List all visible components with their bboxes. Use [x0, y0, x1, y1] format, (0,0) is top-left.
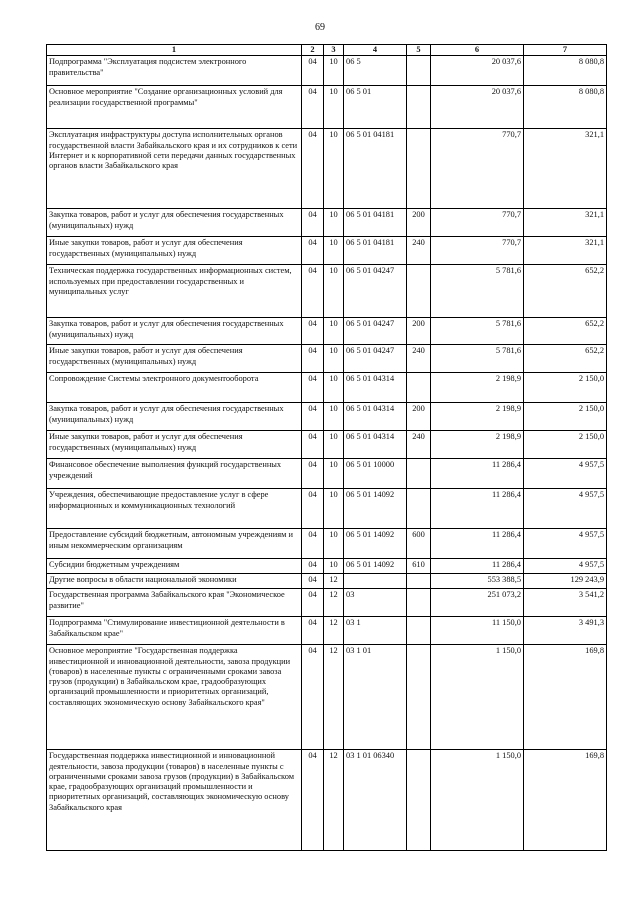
row-name-cell: Эксплуатация инфраструктуры доступа исполнительных органов государственной власти Забайкальского края и их сотрудников к сети Интернет и к корпоративной сети передачи данных государственных органов власти Забайкальского края: [47, 129, 302, 209]
column-number-6: 6: [431, 45, 524, 56]
amount-year2-cell: 321,1: [524, 237, 607, 265]
subsection-code-cell: 12: [324, 589, 344, 617]
amount-year1-cell: 1 150,0: [431, 750, 524, 851]
column-number-1: 1: [47, 45, 302, 56]
amount-year2-cell: 652,2: [524, 345, 607, 373]
amount-year2-cell: 4 957,5: [524, 459, 607, 489]
table-row: [47, 56, 607, 86]
amount-year1-cell: 11 286,4: [431, 529, 524, 559]
target-article-cell: 06 5 01 04314: [344, 431, 407, 459]
table-row: [47, 617, 607, 645]
table-row: [47, 459, 607, 489]
subsection-code-cell: 10: [324, 403, 344, 431]
section-code-cell: 04: [302, 129, 324, 209]
target-article-cell: 03 1 01: [344, 645, 407, 750]
target-article-cell: [344, 574, 407, 589]
amount-year2-cell: 2 150,0: [524, 403, 607, 431]
target-article-cell: 06 5 01 04314: [344, 403, 407, 431]
target-article-cell: 03 1 01 06340: [344, 750, 407, 851]
table-row: [47, 574, 607, 589]
target-article-cell: 06 5 01 04314: [344, 373, 407, 403]
subsection-code-cell: 10: [324, 318, 344, 345]
target-article-cell: 06 5 01 14092: [344, 489, 407, 529]
section-code-cell: 04: [302, 645, 324, 750]
expense-type-cell: [407, 86, 431, 129]
column-number-header-row: [47, 45, 607, 56]
row-name-cell: Закупка товаров, работ и услуг для обеспечения государственных (муниципальных) нужд: [47, 403, 302, 431]
subsection-code-cell: 12: [324, 617, 344, 645]
target-article-cell: 06 5 01 04181: [344, 237, 407, 265]
amount-year1-cell: 770,7: [431, 209, 524, 237]
amount-year2-cell: 652,2: [524, 318, 607, 345]
section-code-cell: 04: [302, 265, 324, 318]
row-name-cell: Финансовое обеспечение выполнения функций государственных учреждений: [47, 459, 302, 489]
subsection-code-cell: 10: [324, 559, 344, 574]
target-article-cell: 06 5 01 14092: [344, 559, 407, 574]
amount-year1-cell: 5 781,6: [431, 345, 524, 373]
section-code-cell: 04: [302, 459, 324, 489]
subsection-code-cell: 10: [324, 56, 344, 86]
expense-type-cell: [407, 750, 431, 851]
subsection-code-cell: 10: [324, 373, 344, 403]
expense-type-cell: [407, 459, 431, 489]
subsection-code-cell: 10: [324, 345, 344, 373]
section-code-cell: 04: [302, 318, 324, 345]
subsection-code-cell: 10: [324, 431, 344, 459]
table-row: [47, 529, 607, 559]
amount-year2-cell: 129 243,9: [524, 574, 607, 589]
amount-year1-cell: 11 286,4: [431, 559, 524, 574]
subsection-code-cell: 10: [324, 459, 344, 489]
section-code-cell: 04: [302, 750, 324, 851]
amount-year1-cell: 11 286,4: [431, 459, 524, 489]
expense-type-cell: [407, 589, 431, 617]
row-name-cell: Техническая поддержка государственных информационных систем, используемых при предоставлении государственных и муниципальных услуг: [47, 265, 302, 318]
table-row: [47, 318, 607, 345]
row-name-cell: Основное мероприятие "Создание организационных условий для реализации государственной программы": [47, 86, 302, 129]
section-code-cell: 04: [302, 529, 324, 559]
row-name-cell: Предоставление субсидий бюджетным, автономным учреждениям и иным некоммерческим организациям: [47, 529, 302, 559]
expense-type-cell: [407, 489, 431, 529]
subsection-code-cell: 10: [324, 209, 344, 237]
section-code-cell: 04: [302, 56, 324, 86]
row-name-cell: Иные закупки товаров, работ и услуг для обеспечения государственных (муниципальных) нужд: [47, 431, 302, 459]
expense-type-cell: 200: [407, 403, 431, 431]
column-number-2: 2: [302, 45, 324, 56]
amount-year1-cell: 11 286,4: [431, 489, 524, 529]
table-row: [47, 431, 607, 459]
amount-year2-cell: 8 080,8: [524, 86, 607, 129]
amount-year1-cell: 5 781,6: [431, 265, 524, 318]
target-article-cell: 06 5 01 04181: [344, 129, 407, 209]
row-name-cell: Сопровождение Системы электронного документооборота: [47, 373, 302, 403]
subsection-code-cell: 10: [324, 129, 344, 209]
amount-year2-cell: 321,1: [524, 209, 607, 237]
amount-year2-cell: 169,8: [524, 645, 607, 750]
table-row: [47, 237, 607, 265]
section-code-cell: 04: [302, 237, 324, 265]
page-number: 69: [315, 22, 325, 33]
target-article-cell: 03: [344, 589, 407, 617]
amount-year1-cell: 770,7: [431, 129, 524, 209]
subsection-code-cell: 10: [324, 86, 344, 129]
amount-year1-cell: 2 198,9: [431, 403, 524, 431]
subsection-code-cell: 10: [324, 489, 344, 529]
target-article-cell: 06 5 01 10000: [344, 459, 407, 489]
amount-year2-cell: 4 957,5: [524, 489, 607, 529]
amount-year2-cell: 2 150,0: [524, 373, 607, 403]
amount-year1-cell: 11 150,0: [431, 617, 524, 645]
expense-type-cell: [407, 645, 431, 750]
expense-type-cell: [407, 617, 431, 645]
target-article-cell: 06 5 01 04247: [344, 318, 407, 345]
table-row: [47, 403, 607, 431]
row-name-cell: Иные закупки товаров, работ и услуг для обеспечения государственных (муниципальных) нужд: [47, 237, 302, 265]
section-code-cell: 04: [302, 86, 324, 129]
subsection-code-cell: 12: [324, 645, 344, 750]
table-row: [47, 589, 607, 617]
target-article-cell: 06 5 01: [344, 86, 407, 129]
section-code-cell: 04: [302, 209, 324, 237]
target-article-cell: 06 5 01 14092: [344, 529, 407, 559]
amount-year2-cell: 2 150,0: [524, 431, 607, 459]
column-number-5: 5: [407, 45, 431, 56]
amount-year2-cell: 4 957,5: [524, 559, 607, 574]
amount-year2-cell: 3 491,3: [524, 617, 607, 645]
table-row: [47, 559, 607, 574]
row-name-cell: Закупка товаров, работ и услуг для обеспечения государственных (муниципальных) нужд: [47, 209, 302, 237]
column-number-3: 3: [324, 45, 344, 56]
expense-type-cell: 200: [407, 318, 431, 345]
subsection-code-cell: 10: [324, 265, 344, 318]
target-article-cell: 06 5 01 04181: [344, 209, 407, 237]
expense-type-cell: 600: [407, 529, 431, 559]
table-row: [47, 265, 607, 318]
table-row: [47, 345, 607, 373]
amount-year1-cell: 20 037,6: [431, 86, 524, 129]
row-name-cell: Основное мероприятие "Государственная поддержка инвестиционной и инновационной деятельности, завоза продукции (товаров) в населенные пункты с ограниченными сроками завоза грузов (продукции) в Забайкальском крае, градообразующих организаций промышленности и приоритетных организаций, составляющих экономическую основу Забайкальского края": [47, 645, 302, 750]
table-body: [47, 56, 607, 851]
amount-year2-cell: 4 957,5: [524, 529, 607, 559]
expense-type-cell: [407, 373, 431, 403]
amount-year2-cell: 652,2: [524, 265, 607, 318]
expense-type-cell: [407, 56, 431, 86]
amount-year2-cell: 169,8: [524, 750, 607, 851]
amount-year1-cell: 5 781,6: [431, 318, 524, 345]
expense-type-cell: [407, 265, 431, 318]
amount-year1-cell: 20 037,6: [431, 56, 524, 86]
section-code-cell: 04: [302, 559, 324, 574]
amount-year1-cell: 251 073,2: [431, 589, 524, 617]
section-code-cell: 04: [302, 589, 324, 617]
table-row: [47, 489, 607, 529]
row-name-cell: Субсидии бюджетным учреждениям: [47, 559, 302, 574]
subsection-code-cell: 10: [324, 237, 344, 265]
amount-year1-cell: 2 198,9: [431, 373, 524, 403]
amount-year1-cell: 2 198,9: [431, 431, 524, 459]
subsection-code-cell: 12: [324, 574, 344, 589]
row-name-cell: Закупка товаров, работ и услуг для обеспечения государственных (муниципальных) нужд: [47, 318, 302, 345]
subsection-code-cell: 10: [324, 529, 344, 559]
table-row: [47, 750, 607, 851]
expense-type-cell: [407, 574, 431, 589]
row-name-cell: Другие вопросы в области национальной экономики: [47, 574, 302, 589]
expense-type-cell: 240: [407, 431, 431, 459]
row-name-cell: Иные закупки товаров, работ и услуг для обеспечения государственных (муниципальных) нужд: [47, 345, 302, 373]
amount-year1-cell: 770,7: [431, 237, 524, 265]
section-code-cell: 04: [302, 617, 324, 645]
target-article-cell: 03 1: [344, 617, 407, 645]
section-code-cell: 04: [302, 431, 324, 459]
section-code-cell: 04: [302, 489, 324, 529]
amount-year2-cell: 321,1: [524, 129, 607, 209]
target-article-cell: 06 5 01 04247: [344, 345, 407, 373]
amount-year2-cell: 3 541,2: [524, 589, 607, 617]
subsection-code-cell: 12: [324, 750, 344, 851]
row-name-cell: Подпрограмма "Эксплуатация подсистем электронного правительства": [47, 56, 302, 86]
section-code-cell: 04: [302, 373, 324, 403]
amount-year1-cell: 553 388,5: [431, 574, 524, 589]
table-row: [47, 373, 607, 403]
table-row: [47, 86, 607, 129]
table-row: [47, 645, 607, 750]
column-number-4: 4: [344, 45, 407, 56]
section-code-cell: 04: [302, 574, 324, 589]
expense-type-cell: [407, 129, 431, 209]
target-article-cell: 06 5 01 04247: [344, 265, 407, 318]
expense-type-cell: 240: [407, 345, 431, 373]
column-number-7: 7: [524, 45, 607, 56]
row-name-cell: Государственная поддержка инвестиционной и инновационной деятельности, завоза продукции (товаров) в населенные пункты с ограниченными сроками завоза грузов (продукции) в Забайкальском крае, градообразующих организаций промышленности и приоритетных организаций, составляющих экономическую основу Забайкальского края: [47, 750, 302, 851]
row-name-cell: Подпрограмма "Стимулирование инвестиционной деятельности в Забайкальском крае": [47, 617, 302, 645]
section-code-cell: 04: [302, 345, 324, 373]
row-name-cell: Государственная программа Забайкальского края "Экономическое развитие": [47, 589, 302, 617]
expense-type-cell: 610: [407, 559, 431, 574]
amount-year2-cell: 8 080,8: [524, 56, 607, 86]
table-row: [47, 209, 607, 237]
budget-table: [46, 44, 607, 851]
section-code-cell: 04: [302, 403, 324, 431]
table-row: [47, 129, 607, 209]
amount-year1-cell: 1 150,0: [431, 645, 524, 750]
row-name-cell: Учреждения, обеспечивающие предоставление услуг в сфере информационных и коммуникационных технологий: [47, 489, 302, 529]
expense-type-cell: 200: [407, 209, 431, 237]
expense-type-cell: 240: [407, 237, 431, 265]
target-article-cell: 06 5: [344, 56, 407, 86]
